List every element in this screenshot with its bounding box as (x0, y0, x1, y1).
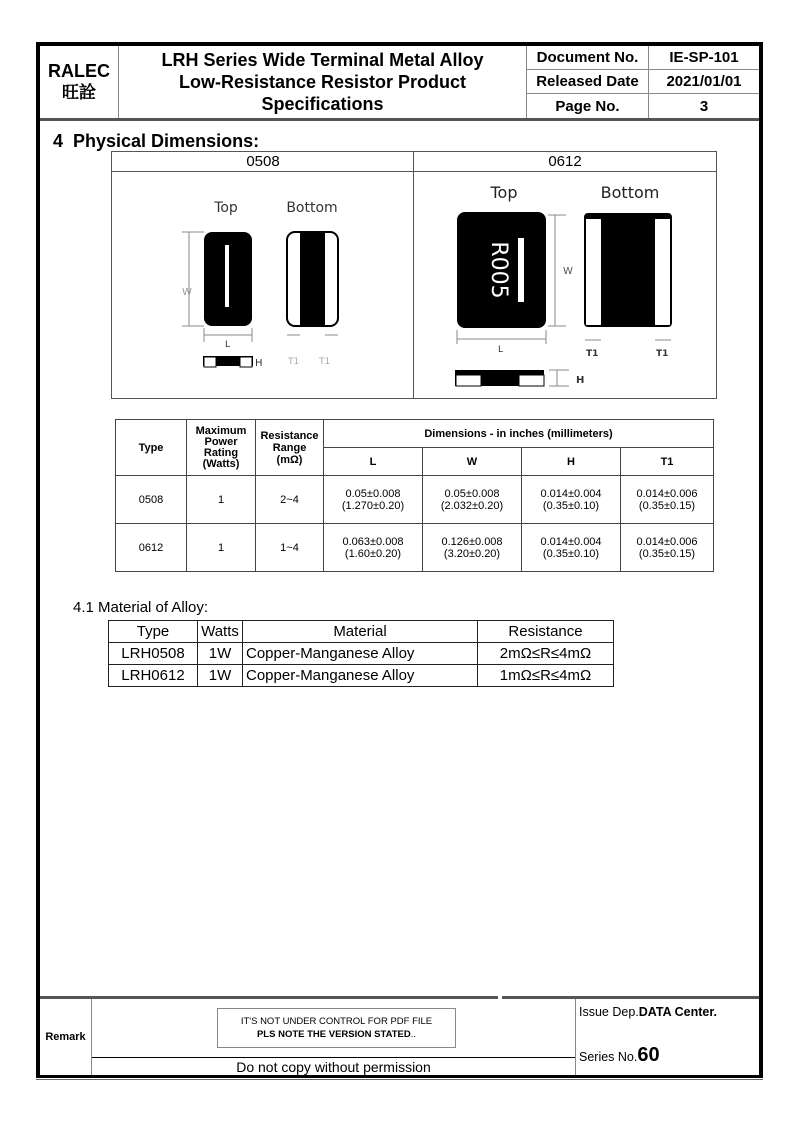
cell-resistance: 2mΩ≤R≤4mΩ (478, 643, 614, 665)
dim-t1-label: T1 (288, 357, 300, 367)
cell-h (522, 524, 621, 572)
cell-power: 1 (187, 524, 256, 572)
header-divider (40, 118, 759, 121)
series-label: Series No. (579, 1050, 638, 1064)
notice-suffix: .. (410, 1029, 417, 1040)
diagram-header-0508: 0508 (112, 152, 414, 172)
dim-l-label: L (225, 340, 231, 350)
title-line-2: Low-Resistance Resistor Product (178, 72, 467, 92)
cell-watts: 1W (198, 665, 243, 687)
th-resistance (256, 420, 324, 476)
meta-key: Page No. (527, 94, 649, 118)
cell-range: 1~4 (256, 524, 324, 572)
cell-mm: (3.20±0.20) (443, 547, 501, 560)
dim-h-label: H (576, 375, 585, 386)
cell-mm: (0.35±0.15) (638, 499, 696, 512)
label-top: Top (214, 200, 238, 216)
cell-mm: (0.35±0.10) (542, 547, 600, 560)
company-logo (40, 46, 119, 118)
diagram-0508 (112, 172, 412, 398)
logo-chinese: 旺詮 (62, 83, 96, 103)
chip-marking-text: R005 (486, 241, 511, 299)
label-top: Top (490, 183, 518, 202)
label-bottom: Bottom (600, 183, 660, 202)
title-line-1: LRH Series Wide Terminal Metal Alloy (161, 50, 484, 70)
notice-line-2 (218, 1028, 455, 1041)
th-material: Material (243, 621, 478, 643)
th-power-line: Power (204, 435, 238, 448)
cell-resistance: 1mΩ≤R≤4mΩ (478, 665, 614, 687)
meta-released-date (527, 70, 759, 94)
dimensions-table (115, 419, 714, 572)
cell-l (324, 524, 423, 572)
meta-value: IE-SP-101 (669, 49, 739, 66)
cell-power: 1 (187, 476, 256, 524)
th-type: Type (109, 621, 198, 643)
cell-inches: 0.014±0.004 (540, 487, 602, 500)
cell-inches: 0.014±0.004 (540, 535, 602, 548)
meta-key: Released Date (527, 70, 649, 93)
diagram-header-0612: 0612 (414, 152, 716, 172)
frame-bottom-border-inner (36, 1079, 763, 1080)
issue-value: DATA Center. (638, 1005, 718, 1019)
cell-material: Copper-Manganese Alloy (243, 665, 478, 687)
th-t1: T1 (621, 448, 714, 476)
cell-mm: (1.270±0.20) (341, 499, 405, 512)
th-h: H (522, 448, 621, 476)
th-power-line: Rating (203, 446, 239, 459)
cell-mm: (2.032±0.20) (440, 499, 504, 512)
cell-inches: 0.05±0.008 (345, 487, 401, 500)
cell-t1 (621, 476, 714, 524)
th-power-line: Maximum (195, 424, 247, 437)
cell-w (423, 476, 522, 524)
cell-type: LRH0612 (109, 665, 198, 687)
cell-w (423, 524, 522, 572)
cell-mm: (1.60±0.20) (344, 547, 402, 560)
issue-label: Issue Dep. (579, 1005, 639, 1019)
th-resistance-line: Resistance (260, 429, 319, 442)
terminal-left (586, 219, 601, 325)
cell-watts: 1W (198, 643, 243, 665)
th-power (187, 420, 256, 476)
notice-line-2-bold: PLS NOTE THE VERSION STATED (256, 1029, 411, 1040)
copy-notice: Do not copy without permission (236, 1059, 431, 1075)
table-row (116, 524, 714, 572)
th-resistance: Resistance (478, 621, 614, 643)
pdf-control-notice (217, 1008, 456, 1048)
cell-t1 (621, 524, 714, 572)
dim-t1-label: T1 (586, 349, 599, 359)
frame-bottom-border (36, 1075, 763, 1078)
logo-english: RALEC (48, 61, 110, 81)
document-title (119, 46, 527, 118)
meta-value: 3 (699, 97, 709, 115)
issue-department (579, 1005, 717, 1019)
th-watts: Watts (198, 621, 243, 643)
cell-inches: 0.063±0.008 (342, 535, 404, 548)
cell-type: 0508 (116, 476, 187, 524)
remark-label: Remark (40, 999, 92, 1075)
dim-t1-label: T1 (319, 357, 331, 367)
th-w: W (423, 448, 522, 476)
cell-type: LRH0508 (109, 643, 198, 665)
dim-w-label: W (182, 287, 192, 298)
cell-mm: (0.35±0.10) (542, 499, 600, 512)
terminal-left (456, 375, 481, 386)
cell-inches: 0.05±0.008 (444, 487, 500, 500)
cell-inches: 0.014±0.006 (636, 535, 698, 548)
dim-w-label: W (563, 266, 573, 277)
th-resistance-line: (mΩ) (276, 453, 303, 466)
chip-bottom-body (300, 232, 325, 326)
table-row (109, 643, 614, 665)
label-bottom: Bottom (286, 200, 338, 216)
th-type: Type (116, 420, 187, 476)
notice-line-1: IT'S NOT UNDER CONTROL FOR PDF FILE (240, 1016, 433, 1027)
series-value: 60 (637, 1044, 660, 1066)
terminal-right (519, 375, 544, 386)
dim-l-label: L (498, 345, 504, 355)
th-power-line: (Watts) (202, 457, 240, 470)
title-line-3: Specifications (261, 94, 384, 114)
meta-value: 2021/01/01 (666, 73, 742, 90)
subsection-title: 4.1 Material of Alloy: (73, 599, 209, 616)
cell-type: 0612 (116, 524, 187, 572)
terminal-right (655, 219, 670, 325)
chip-marking-bar (518, 238, 524, 302)
th-l: L (324, 448, 423, 476)
meta-key: Document No. (527, 46, 649, 69)
terminal-right (240, 357, 252, 367)
table-header-row (109, 621, 614, 643)
table-row (109, 665, 614, 687)
material-table (108, 620, 614, 687)
footer-divider-gap (498, 996, 502, 999)
th-dimensions: Dimensions - in inches (millimeters) (324, 420, 714, 448)
dim-h-label: H (255, 358, 263, 369)
table-row (116, 476, 714, 524)
series-number (579, 1044, 660, 1067)
cell-l (324, 476, 423, 524)
meta-page-no (527, 94, 759, 118)
cell-h (522, 476, 621, 524)
dim-t1-label: T1 (656, 349, 669, 359)
meta-document-no (527, 46, 759, 70)
terminal-left (204, 357, 216, 367)
cell-inches: 0.014±0.006 (636, 487, 698, 500)
section-title: 4 Physical Dimensions: (53, 131, 260, 151)
chip-marking-bar (225, 245, 229, 307)
diagram-0612 (414, 172, 716, 398)
cell-inches: 0.126±0.008 (441, 535, 503, 548)
cell-material: Copper-Manganese Alloy (243, 643, 478, 665)
cell-range: 2~4 (256, 476, 324, 524)
cell-mm: (0.35±0.15) (638, 547, 696, 560)
th-resistance-line: Range (272, 441, 307, 454)
